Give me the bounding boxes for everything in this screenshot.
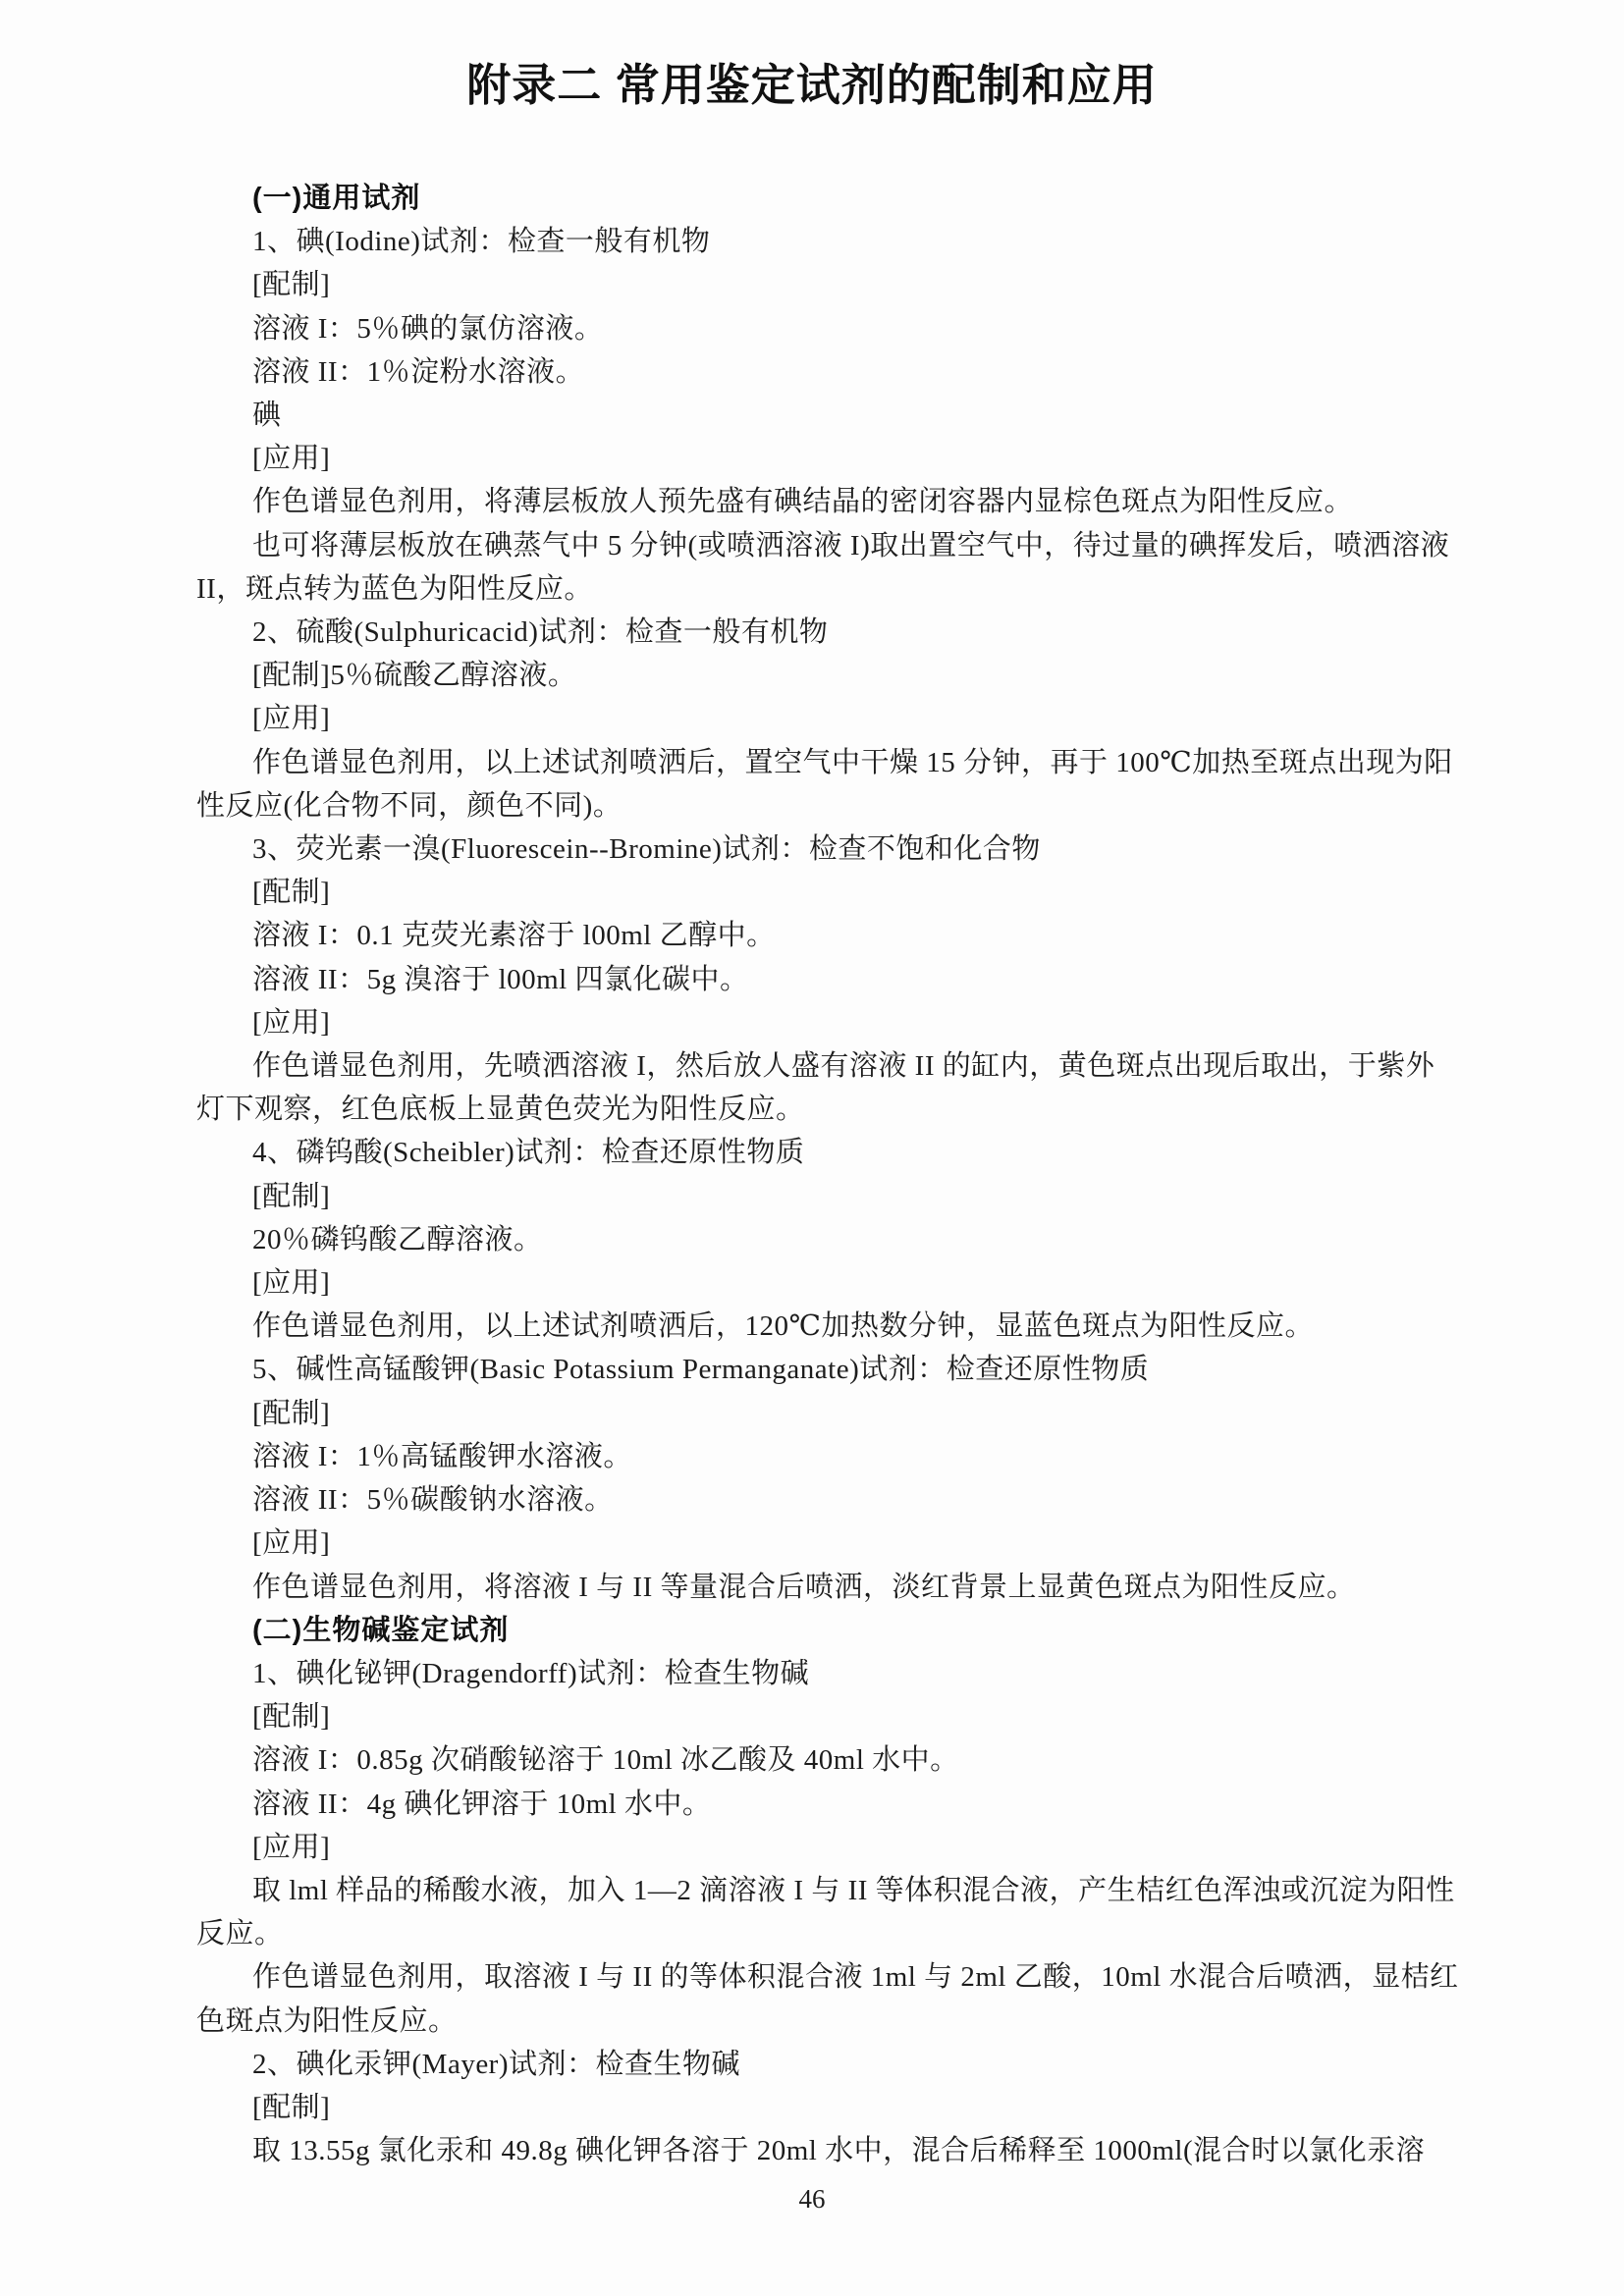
text-line: [应用]	[252, 1527, 331, 1560]
text-line: 作色谱显色剂用，以上述试剂喷洒后，置空气中干燥 15 分钟，再于 100℃加热至斑点出现为阳	[252, 746, 1453, 778]
text-line: [配制]5％硫酸乙醇溶液。	[252, 660, 577, 692]
text-line: 作色谱显色剂用，先喷洒溶液 I，然后放人盛有溶液 II 的缸内，黄色斑点出现后取出，于紫外	[252, 1050, 1435, 1083]
text-line: 溶液 II：5％碳酸钠水溶液。	[252, 1484, 614, 1517]
text-line: [应用]	[252, 1267, 331, 1300]
section-heading: (二)生物碱鉴定试剂	[252, 1614, 510, 1646]
text-line: 溶液 I：1％高锰酸钾水溶液。	[252, 1440, 632, 1472]
text-line: [配制]	[252, 2091, 331, 2123]
text-line: 溶液 II：1％淀粉水溶液。	[252, 355, 585, 388]
text-line: 作色谱显色剂用，取溶液 I 与 II 的等体积混合液 1ml 与 2ml 乙酸，10ml 水混合后喷洒，显桔红	[252, 1961, 1459, 1994]
text-line: 溶液 I：0.85g 次硝酸铋溶于 10ml 冰乙酸及 40ml 水中。	[252, 1744, 959, 1777]
document-body	[0, 177, 1624, 2172]
text-line: 1、碘(Iodine)试剂：检查一般有机物	[252, 226, 711, 258]
text-line: 2、碘化汞钾(Mayer)试剂：检查生物碱	[252, 2048, 741, 2080]
text-line: [应用]	[252, 703, 331, 735]
text-line: 也可将薄层板放在碘蒸气中 5 分钟(或喷洒溶液 I)取出置空气中，待过量的碘挥发后，喷洒溶液	[252, 529, 1450, 561]
text-line: 色斑点为阳性反应。	[196, 2004, 458, 2037]
text-line: 2、硫酸(Sulphuricacid)试剂：检查一般有机物	[252, 616, 829, 649]
text-line: 性反应(化合物不同，颜色不同)。	[196, 789, 623, 822]
text-line: 5、碱性高锰酸钾(Basic Potassium Permanganate)试剂：检查还原性物质	[252, 1354, 1150, 1386]
text-line: 作色谱显色剂用，将薄层板放人预先盛有碘结晶的密闭容器内显棕色斑点为阳性反应。	[252, 486, 1354, 518]
section-heading: (一)通用试剂	[252, 183, 421, 214]
text-line: 作色谱显色剂用，以上述试剂喷洒后，120℃加热数分钟，显蓝色斑点为阳性反应。	[252, 1310, 1314, 1343]
text-line: II，斑点转为蓝色为阳性反应。	[196, 572, 593, 605]
text-line: 溶液 II：5g 溴溶于 l00ml 四氯化碳中。	[252, 963, 749, 995]
text-line: 取 13.55g 氯化汞和 49.8g 碘化钾各溶于 20ml 水中，混合后稀释至 1000ml(混合时以氯化汞溶	[252, 2135, 1426, 2167]
text-line: 溶液 I：0.1 克荧光素溶于 l00ml 乙醇中。	[252, 920, 776, 952]
text-line: [应用]	[252, 1006, 331, 1039]
text-line: [应用]	[252, 443, 331, 475]
page-title: 附录二 常用鉴定试剂的配制和应用	[466, 60, 1158, 110]
text-line: 碘	[252, 400, 282, 432]
text-line: [配制]	[252, 1397, 331, 1429]
text-line: [配制]	[252, 269, 331, 301]
text-line: 反应。	[196, 1918, 284, 1950]
text-line: 作色谱显色剂用，将溶液 I 与 II 等量混合后喷洒，淡红背景上显黄色斑点为阳性反应。	[252, 1571, 1356, 1603]
text-line: 灯下观察，红色底板上显黄色荧光为阳性反应。	[196, 1094, 805, 1126]
page-number: 46	[798, 2184, 826, 2215]
text-line: [配制]	[252, 877, 331, 909]
text-line: 3、荧光素一溴(Fluorescein--Bromine)试剂：检查不饱和化合物	[252, 833, 1041, 866]
text-line: 溶液 I：5％碘的氯仿溶液。	[252, 312, 604, 345]
text-line: [配制]	[252, 1701, 331, 1734]
text-line: [应用]	[252, 1831, 331, 1863]
text-line: 取 lml 样品的稀酸水液，加入 1—2 滴溶液 I 与 II 等体积混合液，产生桔红色浑浊或沉淀为阳性	[252, 1874, 1455, 1906]
text-line: 20％磷钨酸乙醇溶液。	[252, 1223, 543, 1255]
text-line: 1、碘化铋钾(Dragendorff)试剂：检查生物碱	[252, 1657, 810, 1689]
text-line: 4、磷钨酸(Scheibler)试剂：检查还原性物质	[252, 1137, 805, 1169]
text-line: 溶液 II：4g 碘化钾溶于 10ml 水中。	[252, 1788, 712, 1820]
text-line: [配制]	[252, 1180, 331, 1212]
